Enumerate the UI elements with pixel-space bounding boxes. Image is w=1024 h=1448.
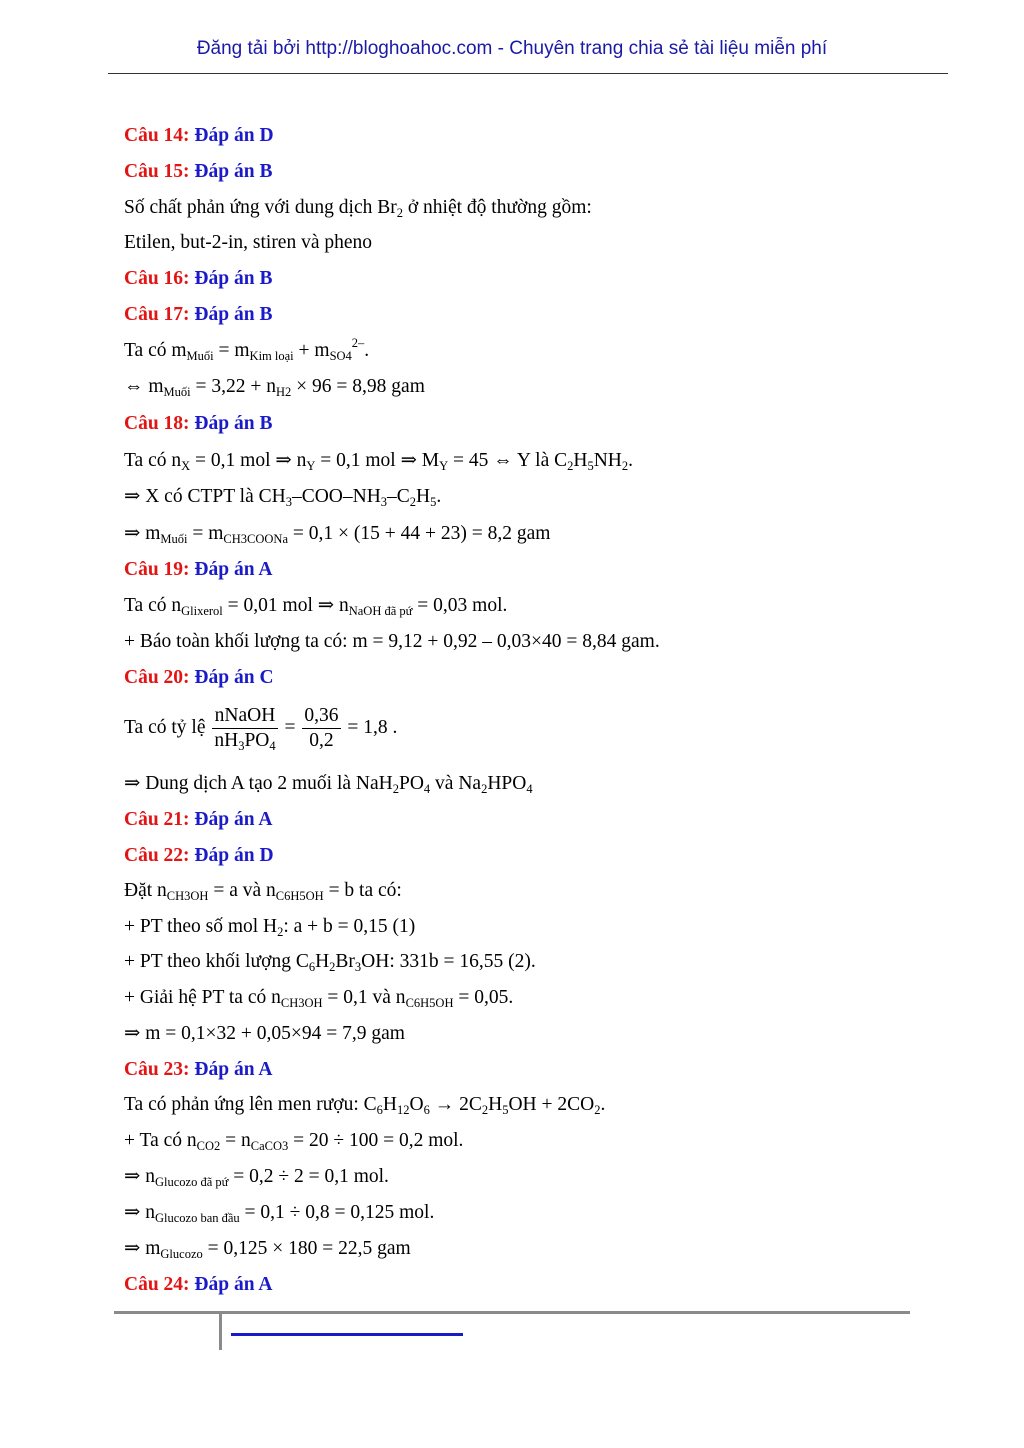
question-label: Câu 22: [124, 845, 190, 866]
solution-line: + PT theo khối lượng $C_6H_2Br_3OH$: 331b = 16,55 (2). [124, 951, 536, 974]
question-label: Câu 16: [124, 268, 190, 289]
question-label: Câu 20: [124, 667, 190, 688]
header-divider [108, 73, 948, 74]
solution-line: Đặt $n_{CH3OH} = a$ và $n_{C6H5OH} = b$ ta có: [124, 880, 402, 903]
answer-label: Đáp án B [194, 413, 273, 434]
question-18-heading [124, 412, 272, 436]
solution-line: ⇒ $m_{Muối} = m_{CH3COONa} = 0,1 \times (15 + 44 + 23) = 8,2$ gam [124, 523, 551, 546]
solution-line: ⇔ $m_{Muối} = 3,22 + n_{H2} \times 96 = 8,98$ gam [124, 376, 425, 399]
question-label: Câu 14: [124, 125, 190, 146]
question-14-heading [124, 124, 274, 148]
solution-line: + Giải hệ PT ta có $n_{CH3OH} = 0,1$ và $n_{C6H5OH} = 0,05$. [124, 987, 514, 1010]
question-16-heading [124, 267, 272, 291]
ratio-equation: Ta có tỷ lệ $\frac{\text{nNaOH}}{nH_3PO_4}$ = $\frac{0,36}{0,2}$ = 1,8 . [124, 705, 398, 754]
answer-label: Đáp án D [194, 125, 274, 146]
answer-label: Đáp án D [194, 845, 274, 866]
question-label: Câu 24: [124, 1274, 190, 1295]
answer-label: Đáp án B [194, 161, 273, 182]
answer-label: Đáp án C [194, 667, 274, 688]
solution-line: Ta có phản ứng lên men rượu: $C_6H_{12}O_6 \to 2C_2H_5OH + 2CO_2$. [124, 1094, 606, 1117]
solution-line: Etilen, but-2-in, stiren và pheno [124, 232, 373, 253]
solution-line: + Ta có $n_{CO2} = n_{CaCO3} = 20 \div 100 = 0,2$ mol. [124, 1130, 464, 1153]
solution-line: ⇒ Dung dịch A tạo 2 muối là $NaH_2PO_4$ và $Na_2HPO_4$ [124, 773, 533, 796]
question-label: Câu 23: [124, 1059, 190, 1080]
footer-divider [114, 1311, 910, 1314]
solution-line: Ta có $n_X = 0,1$ mol ⇒ $n_Y = 0,1$ mol ⇒ $M_Y = 45$ ⇔ Y là $C_2H_5NH_2$. [124, 450, 634, 473]
question-22-heading [124, 844, 274, 868]
question-label: Câu 15: [124, 161, 190, 182]
solution-line: Số chất phản ứng với dung dịch $Br_2$ ở nhiệt độ thường gồm: [124, 197, 592, 220]
footer-vertical-bar [219, 1314, 222, 1350]
answer-label: Đáp án A [194, 1059, 273, 1080]
solution-line: ⇒ m = 0,1×32 + 0,05×94 = 7,9 gam [124, 1023, 405, 1044]
question-label: Câu 17: [124, 304, 190, 325]
answer-label: Đáp án A [194, 1274, 273, 1295]
solution-line: Ta có $n_{Glixerol} = 0,01$ mol ⇒ $n_{NaOH đã pứ} = 0,03$ mol. [124, 595, 508, 618]
mole-ratio-fraction: $\frac{\text{nNaOH}}{nH_3PO_4}$ [214, 705, 276, 754]
question-17-heading [124, 303, 272, 327]
question-15-heading [124, 160, 272, 184]
question-label: Câu 19: [124, 559, 190, 580]
question-19-heading [124, 558, 272, 582]
solution-line: ⇒ $n_{Glucozo ban đầu} = 0,1 \div 0,8 = 0,125$ mol. [124, 1202, 435, 1225]
solution-line: ⇒ $n_{Glucozo đã pứ} = 0,2 \div 2 = 0,1$ mol. [124, 1166, 389, 1189]
value-fraction: $\frac{0,36}{0,2}$ [304, 705, 339, 752]
answer-label: Đáp án A [194, 809, 273, 830]
question-23-heading [124, 1058, 272, 1082]
answer-label: Đáp án B [194, 304, 273, 325]
question-24-heading [124, 1273, 272, 1297]
question-label: Câu 18: [124, 413, 190, 434]
page-header: Đăng tải bởi http://bloghoahoc.com - Chuyên trang chia sẻ tài liệu miễn phí [196, 38, 828, 59]
question-label: Câu 21: [124, 809, 190, 830]
answer-label: Đáp án B [194, 268, 273, 289]
question-21-heading [124, 808, 272, 832]
solution-line: + Báo toàn khối lượng ta có: m = 9,12 + 0,92 – 0,03×40 = 8,84 gam. [124, 631, 660, 652]
answer-label: Đáp án A [194, 559, 273, 580]
solution-line: ⇒ $m_{Glucozo} = 0,125 \times 180 = 22,5$ gam [124, 1238, 411, 1261]
solution-line: + PT theo số mol $H_2$: a + b = 0,15 (1) [124, 916, 416, 939]
solution-line: ⇒ X có CTPT là $CH_3-COO-NH_3-C_2H_5$. [124, 486, 442, 509]
question-20-heading [124, 666, 274, 690]
footer-accent-line [231, 1333, 463, 1336]
solution-line: Ta có $m_{Muối} = m_{Kim loại} + m_{SO4}^{2-}$. [124, 336, 370, 363]
